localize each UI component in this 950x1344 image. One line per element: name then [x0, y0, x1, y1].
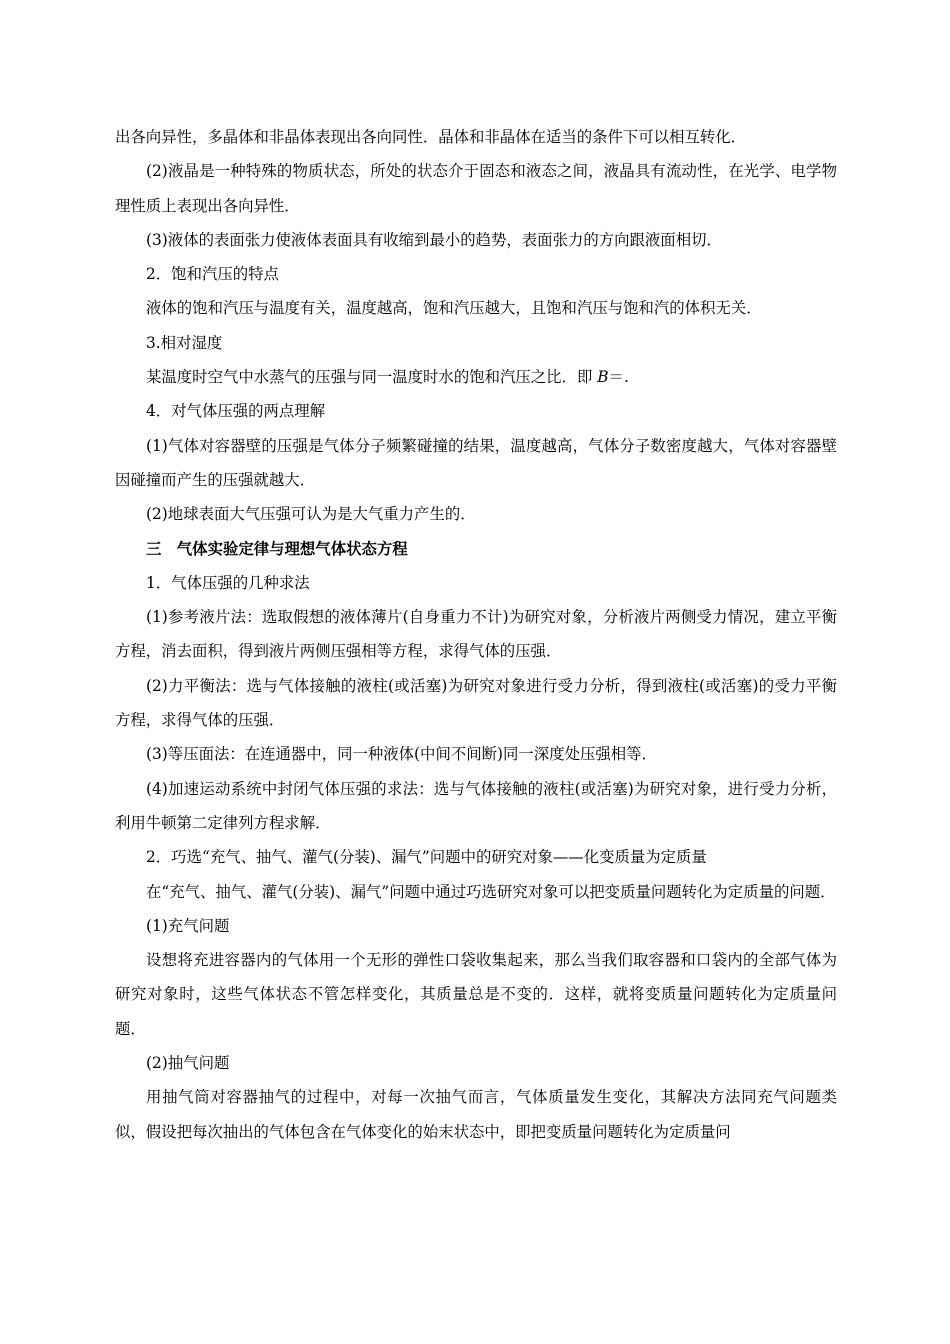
paragraph-liquid-crystal: (2)液晶是一种特殊的物质状态，所处的状态介于固态和液态之间，液晶具有流动性，在光学、电学物理性质上表现出各向异性． [115, 162, 837, 215]
heading-gas-pressure-understanding: 4．对气体压强的两点理解 [146, 402, 326, 421]
relative-humidity-text: 某温度时空气中水蒸气的压强与同一温度时水的饱和汽压之比．即 [146, 368, 598, 387]
paragraph-variable-mass-intro: 在“充气、抽气、灌气(分装)、漏气”问题中通过巧选研究对象可以把变质量问题转化为定质量的问题． [146, 882, 836, 901]
paragraph-crystal-anisotropy: 出各向异性，多晶体和非晶体表现出各向同性．晶体和非晶体在适当的条件下可以相互转化． [115, 128, 747, 146]
relative-humidity-equals: ＝. [608, 368, 629, 387]
paragraph-gas-pressure-collision: (1)气体对容器壁的压强是气体分子频繁碰撞的结果，温度越高，气体分子数密度越大，气体对容器壁因碰撞而产生的压强就越大． [115, 436, 837, 489]
paragraph-accelerating-system-method: (4)加速运动系统中封闭气体压强的求法：选与气体接触的液柱(或活塞)为研究对象，进行受力分析，利用牛顿第二定律列方程求解． [115, 779, 837, 832]
paragraph-equal-pressure-surface-method: (3)等压面法：在连通器中，同一种液体(中间不间断)同一深度处压强相等． [146, 745, 657, 764]
paragraph-liquid-slice-method: (1)参考液片法：选取假想的液体薄片(自身重力不计)为研究对象，分析液片两侧受力情况，建立平衡方程，消去面积，得到液片两侧压强相等方程，求得气体的压强． [115, 608, 837, 661]
paragraph-relative-humidity [115, 360, 837, 394]
paragraph-force-balance-method: (2)力平衡法：选与气体接触的液柱(或活塞)为研究对象进行受力分析，得到液柱(或活塞)的受力平衡方程，求得气体的压强． [115, 676, 837, 730]
paragraph-atmospheric-pressure: (2)地球表面大气压强可认为是大气重力产生的． [146, 505, 476, 524]
heading-extraction-problem: (2)抽气问题 [146, 1054, 230, 1073]
heading-inflation-problem: (1)充气问题 [146, 916, 230, 935]
paragraph-surface-tension: (3)液体的表面张力使液体表面具有收缩到最小的趋势，表面张力的方向跟液面相切． [146, 230, 722, 249]
heading-gas-pressure-methods: 1．气体压强的几种求法 [146, 573, 310, 592]
paragraph-inflation-problem: 设想将充进容器内的气体用一个无形的弹性口袋收集起来，那么当我们取容器和口袋内的全部气体为研究对象时，这些气体状态不管怎样变化，其质量总是不变的．这样，就将变质量问题转化为定质量问题． [115, 951, 837, 1038]
heading-relative-humidity: 3.相对湿度 [146, 333, 223, 352]
section-heading-gas-laws: 三 气体实验定律与理想气体状态方程 [146, 539, 408, 558]
heading-saturated-vapor-pressure: 2．饱和汽压的特点 [146, 265, 279, 284]
heading-variable-mass-problems: 2．巧选“充气、抽气、灌气(分装)、漏气”问题中的研究对象——化变质量为定质量 [146, 848, 707, 867]
paragraph-saturated-vapor-pressure: 液体的饱和汽压与温度有关，温度越高，饱和汽压越大，且饱和汽压与饱和汽的体积无关． [146, 299, 762, 318]
paragraph-extraction-problem: 用抽气筒对容器抽气的过程中，对每一次抽气而言，气体质量发生变化，其解决方法同充气问题类似，假设把每次抽出的气体包含在气体变化的始末状态中，即把变质量问题转化为定质量问 [115, 1088, 837, 1141]
document-body [115, 120, 837, 1149]
relative-humidity-symbol: B [597, 368, 609, 387]
